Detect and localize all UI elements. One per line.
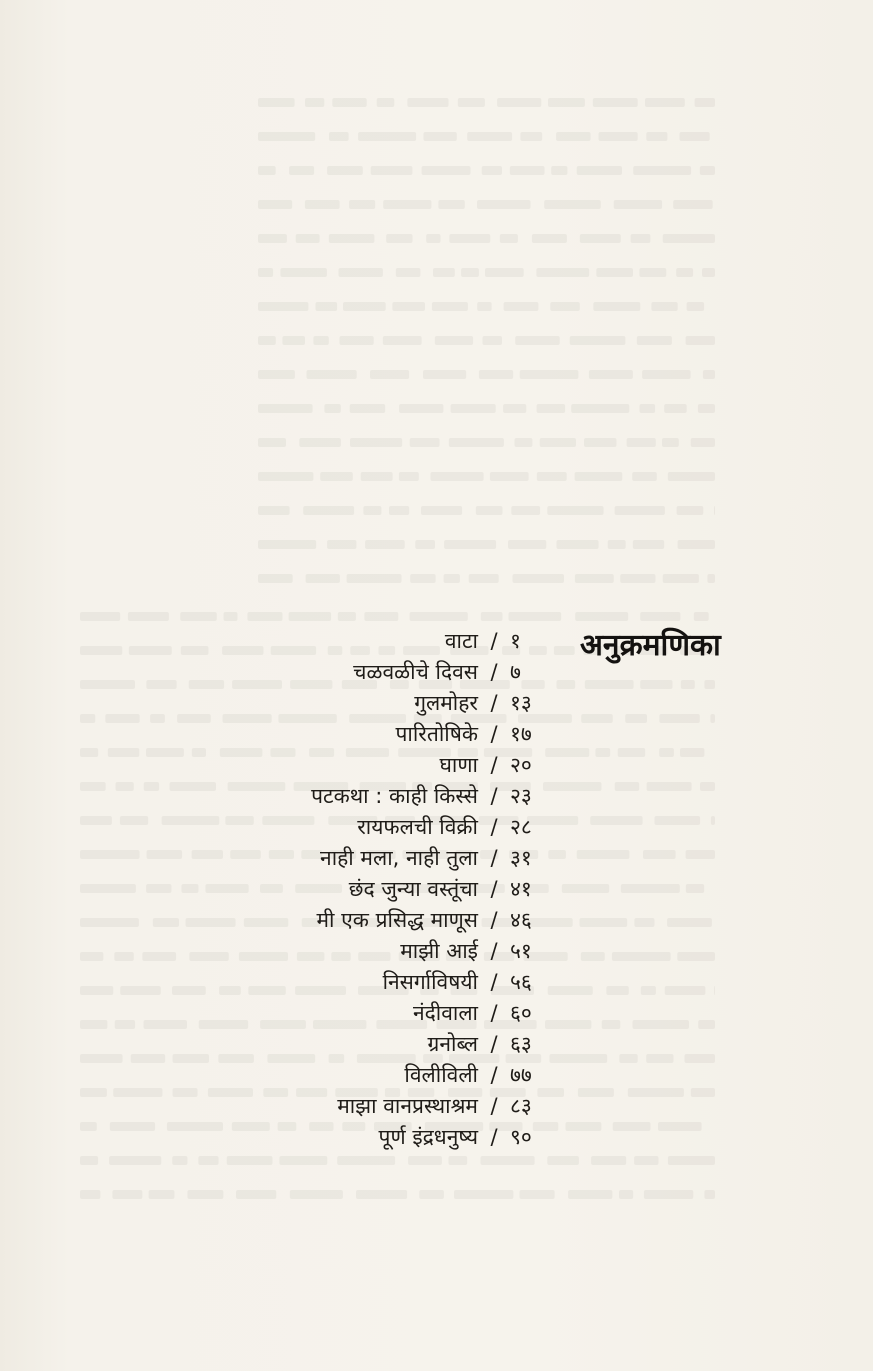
toc-entry <box>240 812 540 843</box>
toc-entry-title: माझी आई <box>400 939 478 963</box>
toc-entry-page-number: ६३ <box>510 1032 532 1056</box>
toc-entry <box>240 657 540 688</box>
toc-entry-separator: / <box>490 1001 498 1025</box>
toc-entry-page-number: ९० <box>510 1125 532 1149</box>
toc-entry <box>240 1029 540 1060</box>
toc-entry <box>240 905 540 936</box>
toc-entry-title: विलीविली <box>404 1063 478 1087</box>
toc-entry-separator: / <box>490 877 498 901</box>
toc-entry-page-number: ४१ <box>510 877 532 901</box>
toc-entry <box>240 936 540 967</box>
toc-entry-title: नाही मला, नाही तुला <box>320 846 478 870</box>
toc-entry <box>240 1060 540 1091</box>
toc-entry-page-number: १७ <box>510 722 532 746</box>
toc-entry-separator: / <box>490 1063 498 1087</box>
toc-entry-separator: / <box>490 1125 498 1149</box>
toc-entry <box>240 626 540 657</box>
toc-entry <box>240 1122 540 1153</box>
toc-entry-title: घाणा <box>439 753 478 777</box>
toc-entry-page-number: ४६ <box>510 908 532 932</box>
toc-list <box>240 626 540 1153</box>
toc-entry-separator: / <box>490 970 498 994</box>
toc-entry <box>240 874 540 905</box>
toc-entry <box>240 781 540 812</box>
toc-heading: अनुक्रमणिका <box>580 628 721 663</box>
toc-entry-page-number: २३ <box>510 784 532 808</box>
toc-entry-page-number: ८३ <box>510 1094 532 1118</box>
toc-entry-title: पूर्ण इंद्रधनुष्य <box>378 1125 478 1149</box>
toc-entry-separator: / <box>490 660 498 684</box>
toc-entry-title: वाटा <box>444 629 478 653</box>
toc-entry-page-number: ३१ <box>510 846 532 870</box>
toc-entry <box>240 719 540 750</box>
toc-entry-separator: / <box>490 629 498 653</box>
toc-entry <box>240 998 540 1029</box>
toc-entry-separator: / <box>490 908 498 932</box>
toc-entry-title: गुलमोहर <box>414 691 478 715</box>
toc-entry-page-number: ७७ <box>510 1063 532 1087</box>
toc-entry-title: पारितोषिके <box>395 722 478 746</box>
toc-entry-title: माझा वानप्रस्थाश्रम <box>337 1094 478 1118</box>
toc-entry-separator: / <box>490 815 498 839</box>
toc-entry-title: चळवळीचे दिवस <box>353 660 478 684</box>
toc-entry-title: मी एक प्रसिद्ध माणूस <box>316 908 478 932</box>
toc-entry-separator: / <box>490 846 498 870</box>
toc-entry <box>240 688 540 719</box>
toc-entry-separator: / <box>490 1032 498 1056</box>
toc-entry-separator: / <box>490 784 498 808</box>
toc-entry-page-number: ५६ <box>510 970 532 994</box>
toc-entry-title: निसर्गाविषयी <box>382 970 478 994</box>
toc-entry-title: छंद जुन्या वस्तूंचा <box>348 877 478 901</box>
toc-entry-page-number: १ <box>510 629 521 653</box>
toc-entry-separator: / <box>490 722 498 746</box>
toc-entry-page-number: ६० <box>510 1001 532 1025</box>
toc-entry <box>240 843 540 874</box>
toc-entry <box>240 967 540 998</box>
toc-entry-page-number: ७ <box>510 660 521 684</box>
toc-entry-separator: / <box>490 691 498 715</box>
toc-entry-title: नंदीवाला <box>412 1001 478 1025</box>
toc-entry <box>240 750 540 781</box>
toc-entry-separator: / <box>490 939 498 963</box>
toc-entry-separator: / <box>490 1094 498 1118</box>
toc-entry-separator: / <box>490 753 498 777</box>
toc-entry <box>240 1091 540 1122</box>
toc-entry-title: ग्रनोब्ल <box>427 1032 478 1056</box>
toc-entry-title: पटकथा : काही किस्से <box>311 784 478 808</box>
toc-entry-page-number: १३ <box>510 691 532 715</box>
toc-entry-page-number: २८ <box>510 815 532 839</box>
toc-entry-page-number: २० <box>510 753 532 777</box>
toc-entry-page-number: ५१ <box>510 939 532 963</box>
toc-entry-title: रायफलची विक्री <box>357 815 478 839</box>
